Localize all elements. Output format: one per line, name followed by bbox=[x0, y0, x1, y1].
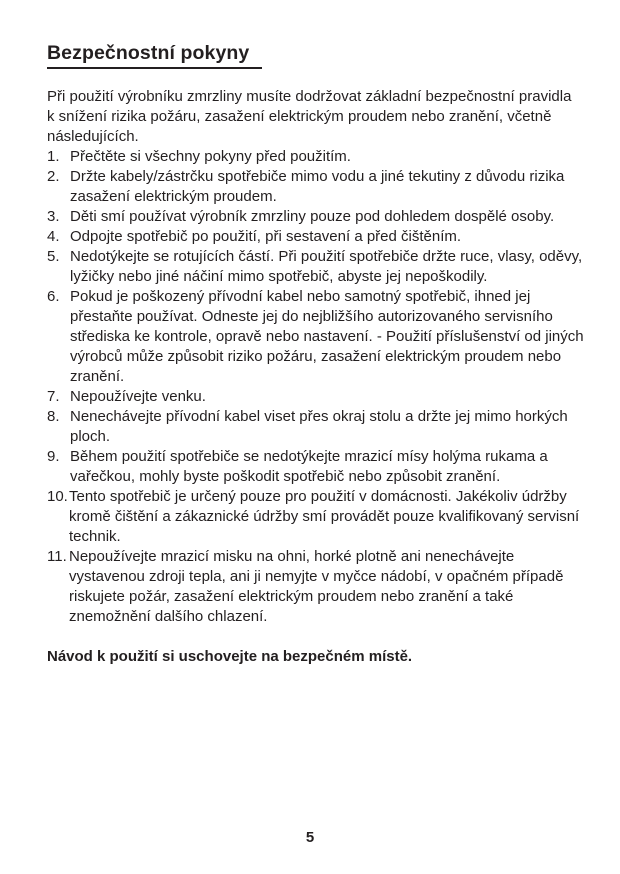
item-number: 5. bbox=[47, 248, 60, 265]
list-item bbox=[47, 407, 587, 447]
item-number: 1. bbox=[47, 148, 60, 165]
item-number: 7. bbox=[47, 388, 60, 405]
item-number: 8. bbox=[47, 408, 60, 425]
item-number: 4. bbox=[47, 228, 60, 245]
item-text: Přečtěte si všechny pokyny před použitím. bbox=[70, 148, 351, 165]
item-text: Nepoužívejte venku. bbox=[70, 388, 206, 405]
item-text: Pokud je poškozený přívodní kabel nebo samotný spotřebič, ihned jej přestaňte používat. Odneste jej do nejbližšího autorizovaného servisního střediska ke kontrole, opravě nebo nastavení. - Použití příslušenství od jiných výrobců může způsobit riziko požáru, zasažení elektrickým proudem nebo zranění. bbox=[70, 288, 584, 385]
page-title: Bezpečnostní pokyny bbox=[47, 42, 250, 64]
item-text: Nepoužívejte mrazicí misku na ohni, horké plotně ani nenechávejte vystavenou zdroji tepla, ani ji nemyjte v myčce nádobí, v opačném případě riskujete požár, zasažení elektrickým proudem nebo zranění a také znemožnění dalšího chlazení. bbox=[69, 548, 564, 625]
item-number: 11. bbox=[47, 548, 67, 565]
list-item bbox=[47, 147, 587, 167]
item-text: Nedotýkejte se rotujících částí. Při použití spotřebiče držte ruce, vlasy, oděvy, lyžičky nebo jiné náčiní mimo spotřebič, abyste jej nepoškodily. bbox=[70, 248, 583, 285]
item-number: 2. bbox=[47, 168, 60, 185]
item-number: 10. bbox=[47, 488, 68, 505]
closing-note: Návod k použití si uschovejte na bezpečném místě. bbox=[47, 648, 413, 665]
list-item bbox=[47, 247, 587, 287]
page-number: 5 bbox=[305, 829, 315, 846]
list-item bbox=[47, 547, 587, 627]
list-item bbox=[47, 487, 587, 547]
list-item bbox=[47, 387, 587, 407]
item-number: 6. bbox=[47, 288, 60, 305]
list-item bbox=[47, 207, 587, 227]
item-text: Odpojte spotřebič po použití, při sestavení a před čištěním. bbox=[70, 228, 462, 245]
item-text: Děti smí používat výrobník zmrzliny pouze pod dohledem dospělé osoby. bbox=[70, 208, 555, 225]
list-item bbox=[47, 287, 587, 387]
item-number: 3. bbox=[47, 208, 60, 225]
safety-content bbox=[47, 87, 587, 667]
item-text: Během použití spotřebiče se nedotýkejte mrazicí mísy holýma rukama a vařečkou, mohly byste poškodit spotřebič nebo způsobit zranění. bbox=[70, 448, 548, 485]
item-text: Nenechávejte přívodní kabel viset přes okraj stolu a držte jej mimo horkých ploch. bbox=[70, 408, 568, 445]
list-item bbox=[47, 227, 587, 247]
title-underline bbox=[47, 67, 262, 69]
intro-paragraph: Při použití výrobníku zmrzliny musíte dodržovat základní bezpečnostní pravidla k snížení rizika požáru, zasažení elektrickým proudem nebo zranění, včetně následujících. bbox=[47, 88, 572, 145]
item-number: 9. bbox=[47, 448, 60, 465]
item-text: Tento spotřebič je určený pouze pro použití v domácnosti. Jakékoliv údržby kromě čištění a zákaznické údržby smí provádět pouze kvalifikovaný servisní technik. bbox=[69, 488, 580, 545]
list-item bbox=[47, 167, 587, 207]
safety-instructions-list bbox=[47, 147, 587, 627]
item-text: Držte kabely/zástrčku spotřebiče mimo vodu a jiné tekutiny z důvodu rizika zasažení elektrickým proudem. bbox=[70, 168, 565, 205]
list-item bbox=[47, 447, 587, 487]
